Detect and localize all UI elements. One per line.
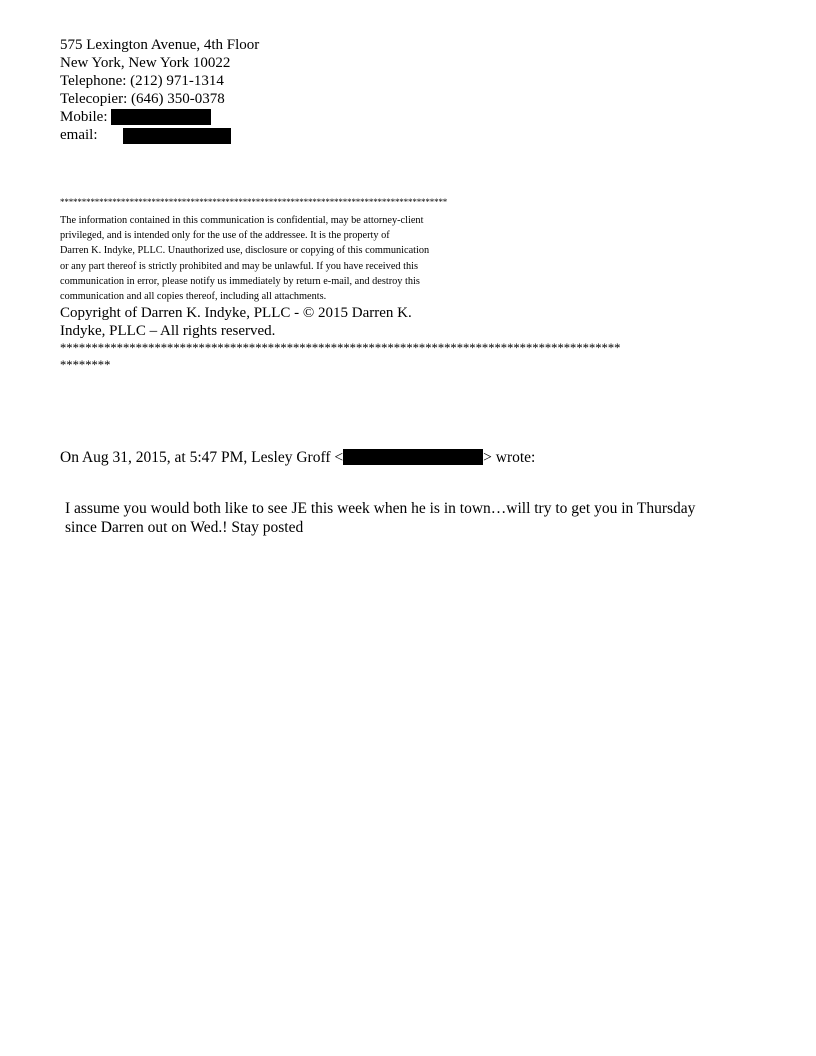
telephone-line: Telephone: (212) 971-1314 [60, 73, 224, 89]
address-line-1: 575 Lexington Avenue, 4th Floor [60, 37, 260, 53]
disclaimer-line: or any part thereof is strictly prohibited and may be unlawful. If you have received this [60, 260, 418, 272]
address-line-2: New York, New York 10022 [60, 55, 231, 71]
copyright-line-2: Indyke, PLLC – All rights reserved. [60, 323, 276, 339]
email-label: email: [60, 127, 98, 143]
disclaimer-line: communication and all copies thereof, including all attachments. [60, 291, 327, 303]
mobile-label: Mobile: [60, 109, 108, 125]
quote-header-suffix: > wrote: [483, 449, 536, 466]
copyright-line-1: Copyright of Darren K. Indyke, PLLC - © 2015 Darren K. [60, 305, 412, 321]
message-line-1: I assume you would both like to see JE this week when he is in town…will try to get you in Thursday [65, 500, 696, 517]
disclaimer-line: communication in error, please notify us immediately by return e-mail, and destroy this [60, 275, 420, 287]
confidentiality-disclaimer [60, 213, 520, 304]
quoted-message-header [60, 448, 535, 467]
mobile-line [60, 108, 259, 126]
disclaimer-separator-top: ***************************************************************************************** [60, 197, 448, 207]
disclaimer-separator-bottom [60, 340, 620, 374]
quoted-message-body [65, 499, 695, 537]
redaction-box [111, 109, 211, 125]
email-line [60, 126, 259, 144]
signature-block [60, 36, 259, 144]
copyright-notice [60, 304, 412, 340]
separator-line-2: ******** [60, 358, 111, 372]
disclaimer-line: privileged, and is intended only for the use of the addressee. It is the property of [60, 230, 390, 242]
telecopier-line: Telecopier: (646) 350-0378 [60, 91, 225, 107]
redaction-box [343, 449, 483, 465]
disclaimer-line: The information contained in this communication is confidential, may be attorney-client [60, 215, 424, 226]
message-line-2: since Darren out on Wed.! Stay posted [65, 519, 304, 536]
separator-line-1: ***************************************************************************************** [60, 341, 621, 355]
disclaimer-line: Darren K. Indyke, PLLC. Unauthorized use, disclosure or copying of this communication [60, 245, 430, 257]
redaction-box [123, 128, 231, 144]
quote-header-prefix: On Aug 31, 2015, at 5:47 PM, Lesley Groff < [60, 449, 344, 466]
